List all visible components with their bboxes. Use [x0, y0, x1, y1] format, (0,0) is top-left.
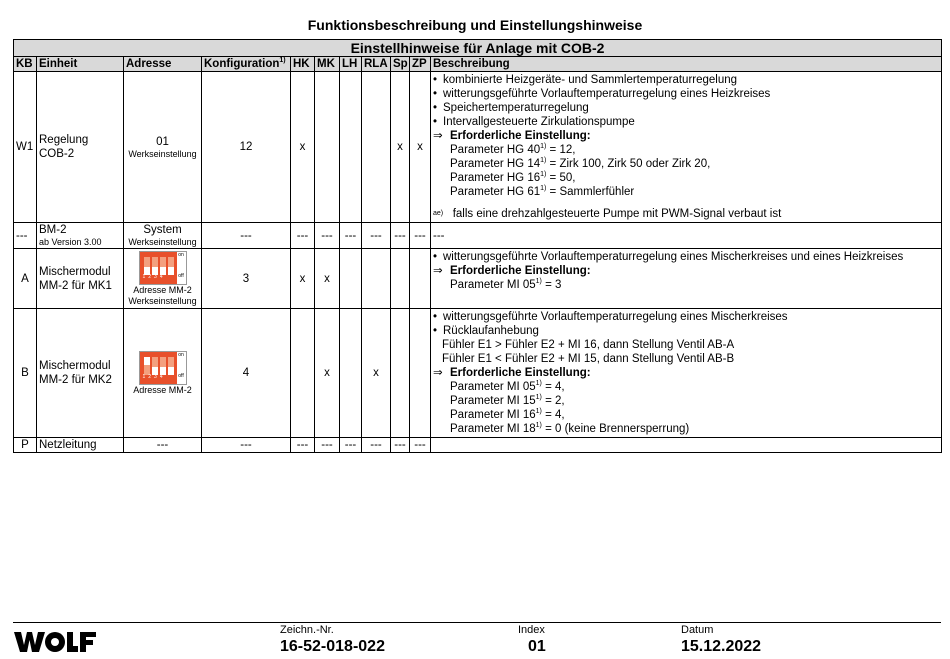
- table-row: [14, 309, 942, 438]
- desc-line: Fühler E1 < Fühler E2 + MI 15, dann Stellung Ventil AB-B: [442, 353, 735, 365]
- wolf-logo: [14, 630, 100, 654]
- header-kb: KB: [14, 57, 37, 72]
- desc-line: • Speichertemperaturregelung: [433, 101, 939, 115]
- header-zp: ZP: [410, 57, 431, 72]
- section-title: Einstellhinweise für Anlage mit COB-2: [14, 40, 942, 57]
- header-row: [14, 57, 942, 72]
- desc-line: • Rücklaufanhebung: [433, 324, 939, 338]
- einheit-cell: Regelung COB-2: [37, 72, 124, 223]
- rla-cell: x: [362, 309, 391, 438]
- mk-cell: ---: [315, 223, 340, 249]
- implies-arrow-icon: ⇒: [433, 130, 443, 142]
- rla-cell: ---: [362, 438, 391, 453]
- zp-cell: [410, 249, 431, 309]
- desc-line: • Intervallgesteuerte Zirkulationspumpe: [433, 115, 939, 129]
- desc-line: • witterungsgeführte Vorlauftemperaturregelung eines Heizkreises: [433, 87, 939, 101]
- table-row: [14, 72, 942, 223]
- desc-line: • witterungsgeführte Vorlauftemperaturregelung eines Mischerkreises: [433, 310, 939, 324]
- header-sp: Sp: [391, 57, 410, 72]
- konfig-cell: 4: [202, 309, 291, 438]
- konfig-cell: 12: [202, 72, 291, 223]
- header-beschreibung: Beschreibung: [431, 57, 942, 72]
- implies-arrow-icon: ⇒: [433, 265, 443, 277]
- rla-cell: ---: [362, 223, 391, 249]
- hk-cell: x: [291, 249, 315, 309]
- mk-cell: x: [315, 309, 340, 438]
- konfig-cell: 3: [202, 249, 291, 309]
- param-line: Parameter HG $61^{1)}$ = Sammlerfühler: [450, 185, 635, 198]
- required-setting: ⇒ Erforderliche Einstellung:: [433, 130, 591, 142]
- kb-cell: ---: [14, 223, 37, 249]
- mk-cell: [315, 72, 340, 223]
- param-line: Parameter MI $05^{1)} = 3$: [450, 278, 562, 291]
- kb-cell: W1: [14, 72, 37, 223]
- mk-cell: ---: [315, 438, 340, 453]
- param-line: Parameter MI $16^{1)} = 4$,: [450, 408, 565, 421]
- description-cell: [431, 309, 942, 438]
- zp-cell: ---: [410, 223, 431, 249]
- einheit-cell: Mischermodul MM-2 für MK1: [37, 249, 124, 309]
- sp-cell: ---: [391, 438, 410, 453]
- hk-cell: x: [291, 72, 315, 223]
- dip-switch-icon: on off 1234: [139, 251, 187, 285]
- header-adresse: Adresse: [124, 57, 202, 72]
- param-line: Parameter MI $05^{1)} = 4$,: [450, 380, 565, 393]
- required-setting: ⇒ Erforderliche Einstellung:: [433, 367, 591, 379]
- adresse-cell: ---: [124, 438, 202, 453]
- implies-arrow-icon: ⇒: [433, 367, 443, 379]
- sp-cell: ---: [391, 223, 410, 249]
- header-rla: RLA: [362, 57, 391, 72]
- kb-cell: P: [14, 438, 37, 453]
- hk-cell: [291, 309, 315, 438]
- table-row: [14, 223, 942, 249]
- date-value: 15.12.2022: [681, 638, 762, 655]
- lh-cell: ---: [340, 223, 362, 249]
- footer-divider: [13, 622, 941, 623]
- header-hk: HK: [291, 57, 315, 72]
- hk-cell: ---: [291, 438, 315, 453]
- konfig-cell: ---: [202, 223, 291, 249]
- adresse-cell: on off 1234 Adresse MM-2 Werkseinstellung: [124, 249, 202, 309]
- lh-cell: [340, 309, 362, 438]
- zp-cell: [410, 309, 431, 438]
- param-line: Parameter HG $40^{1)} = 12$,: [450, 143, 576, 156]
- description-cell: [431, 438, 942, 453]
- description-cell: [431, 249, 942, 309]
- table-row: [14, 438, 942, 453]
- rla-cell: [362, 249, 391, 309]
- konfig-cell: ---: [202, 438, 291, 453]
- footnote-line: $^{ae)}$ falls eine drehzahlgesteuerte Pumpe mit PWM-Signal verbaut ist: [433, 208, 782, 220]
- drawing-number: 16-52-018-022: [280, 638, 385, 655]
- header-mk: MK: [315, 57, 340, 72]
- adresse-cell: 01 Werkseinstellung: [124, 72, 202, 223]
- description-cell: ---: [431, 223, 942, 249]
- hk-cell: ---: [291, 223, 315, 249]
- page-title: Funktionsbeschreibung und Einstellungshinweise: [307, 17, 643, 33]
- desc-line: Fühler E1 > Fühler E2 + MI 16, dann Stellung Ventil AB-A: [442, 339, 735, 351]
- sp-cell: x: [391, 72, 410, 223]
- required-setting: ⇒ Erforderliche Einstellung:: [433, 265, 591, 277]
- param-line: Parameter MI $18^{1)} = 0$ (keine Brennersperrung): [450, 422, 690, 435]
- adresse-cell: System Werkseinstellung: [124, 223, 202, 249]
- desc-line: • kombinierte Heizgeräte- und Sammlertemperaturregelung: [433, 73, 939, 87]
- table-row: [14, 249, 942, 309]
- header-einheit: Einheit: [37, 57, 124, 72]
- rla-cell: [362, 72, 391, 223]
- index-label: Index: [518, 624, 545, 636]
- header-lh: LH: [340, 57, 362, 72]
- dip-switch-icon: on off 1234: [139, 351, 187, 385]
- einheit-cell: Netzleitung: [37, 438, 124, 453]
- header-konfiguration: Konfiguration$^{1)}$: [202, 57, 291, 72]
- drawing-number-label: Zeichn.-Nr.: [280, 624, 334, 636]
- param-line: Parameter HG $16^{1)} = 50$,: [450, 171, 576, 184]
- settings-table: [13, 39, 942, 453]
- param-line: Parameter MI $15^{1)} = 2$,: [450, 394, 565, 407]
- desc-line: • witterungsgeführte Vorlauftemperaturregelung eines Mischerkreises und eines Heizkreises: [433, 250, 939, 264]
- lh-cell: [340, 72, 362, 223]
- lh-cell: ---: [340, 438, 362, 453]
- einheit-cell: Mischermodul MM-2 für MK2: [37, 309, 124, 438]
- einheit-cell: BM-2 ab Version 3.00: [37, 223, 124, 249]
- zp-cell: x: [410, 72, 431, 223]
- lh-cell: [340, 249, 362, 309]
- adresse-cell: on off 1234 Adresse MM-2: [124, 309, 202, 438]
- kb-cell: A: [14, 249, 37, 309]
- index-value: 01: [528, 638, 546, 655]
- sp-cell: [391, 309, 410, 438]
- param-line: Parameter HG $14^{1)}$ = Zirk 100, Zirk 50 oder Zirk 20,: [450, 157, 711, 170]
- date-label: Datum: [681, 624, 714, 636]
- description-cell: [431, 72, 942, 223]
- kb-cell: B: [14, 309, 37, 438]
- mk-cell: x: [315, 249, 340, 309]
- zp-cell: ---: [410, 438, 431, 453]
- sp-cell: [391, 249, 410, 309]
